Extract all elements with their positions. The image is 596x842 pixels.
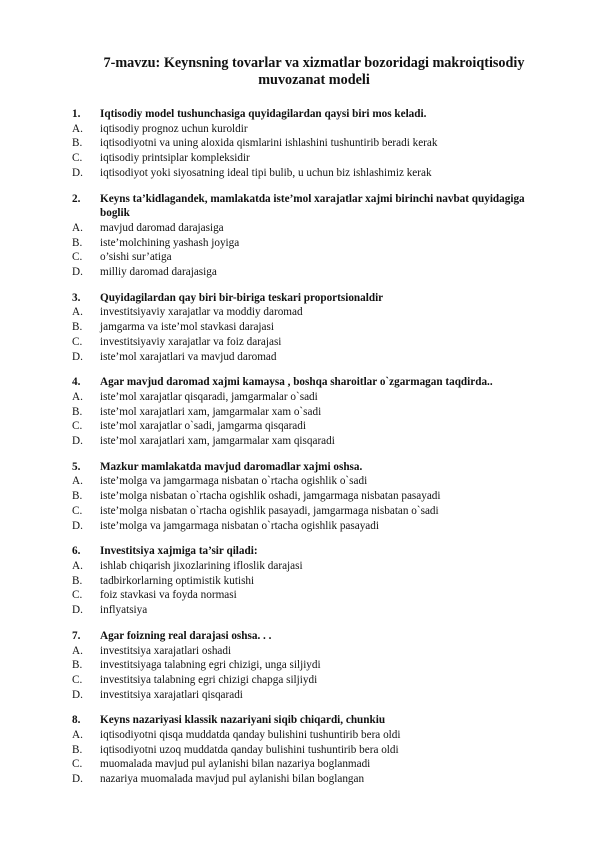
question-list <box>72 107 536 787</box>
question <box>72 291 536 365</box>
question <box>72 544 536 618</box>
option-text: nazariya muomalada mavjud pul aylanishi bilan boglangan <box>100 773 365 786</box>
option-letter: D. <box>72 435 83 448</box>
option-text: iste’mol xarajatlari xam, jamgarmalar xam qisqaradi <box>100 435 335 448</box>
option-text: iste’mol xarajatlari xam, jamgarmalar xam o`sadi <box>100 405 322 418</box>
option-letter: A. <box>72 729 83 742</box>
option-text: mavjud daromad darajasiga <box>100 221 224 234</box>
answer-option <box>72 658 536 673</box>
option-letter: D. <box>72 166 83 179</box>
option-text: iste’mol xarajatlar o`sadi, jamgarma qisqaradi <box>100 420 306 433</box>
question-text: Mazkur mamlakatda mavjud daromadlar xajmi oshsa. <box>100 460 363 473</box>
answer-option <box>72 489 536 504</box>
answer-option <box>72 474 536 489</box>
question <box>72 107 536 181</box>
option-text: iste’molchining yashash joyiga <box>100 236 240 249</box>
answer-option <box>72 519 536 534</box>
answer-option <box>72 221 536 236</box>
answer-option <box>72 250 536 265</box>
question-text: Keyns ta’kidlagandek, mamlakatda iste’mol xarajatlar xajmi birinchi navbat quyidagiga boglik <box>100 192 525 220</box>
option-text: iqtisodiy printsiplar kompleksidir <box>100 152 250 165</box>
answer-option <box>72 757 536 772</box>
answer-option <box>72 136 536 151</box>
answer-option <box>72 673 536 688</box>
answer-option <box>72 728 536 743</box>
question-row <box>72 192 536 221</box>
answer-option <box>72 559 536 574</box>
question <box>72 375 536 449</box>
option-text: iqtisodiyot yoki siyosatning ideal tipi bulib, u uchun biz ishlashimiz kerak <box>100 166 432 179</box>
answer-option <box>72 122 536 137</box>
option-text: iste’mol xarajatlari va mavjud daromad <box>100 350 277 363</box>
option-text: tadbirkorlarning optimistik kutishi <box>100 574 255 587</box>
answer-option <box>72 350 536 365</box>
answer-option <box>72 504 536 519</box>
option-letter: D. <box>72 773 83 786</box>
question-text: Agar mavjud daromad xajmi kamaysa , boshqa sharoitlar o`zgarmagan taqdirda.. <box>100 376 493 389</box>
option-letter: C. <box>72 251 83 264</box>
option-text: iste’molga nisbatan o`rtacha ogishlik oshadi, jamgarmaga nisbatan pasayadi <box>100 490 441 503</box>
question-row <box>72 107 536 122</box>
question-row <box>72 460 536 475</box>
option-letter: C. <box>72 504 83 517</box>
question-number: 8. <box>72 714 81 727</box>
option-letter: C. <box>72 673 83 686</box>
question-row <box>72 544 536 559</box>
option-text: iqtisodiyotni va uning aloxida qismlarini ishlashini tushuntirib beradi kerak <box>100 137 438 150</box>
option-text: investitsiyaviy xarajatlar va moddiy daromad <box>100 306 303 319</box>
option-text: ishlab chiqarish jixozlarining ifloslik darajasi <box>100 559 303 572</box>
question-number: 5. <box>72 460 81 473</box>
option-text: investitsiya xarajatlari oshadi <box>100 644 232 657</box>
answer-option <box>72 390 536 405</box>
option-text: muomalada mavjud pul aylanishi bilan nazariya boglanmadi <box>100 758 371 771</box>
option-letter: A. <box>72 306 83 319</box>
question-text: Iqtisodiy model tushunchasiga quyidagilardan qaysi biri mos keladi. <box>100 108 427 120</box>
answer-option <box>72 772 536 787</box>
answer-option <box>72 603 536 618</box>
option-letter: C. <box>72 420 83 433</box>
answer-option <box>72 236 536 251</box>
question-number: 6. <box>72 545 81 558</box>
option-letter: D. <box>72 350 83 363</box>
option-letter: B. <box>72 405 83 418</box>
question-row <box>72 629 536 644</box>
option-text: investitsiya talabning egri chizigi chapga siljiydi <box>100 673 318 686</box>
answer-option <box>72 405 536 420</box>
answer-option <box>72 166 536 181</box>
question-row <box>72 375 536 390</box>
option-letter: D. <box>72 519 83 532</box>
option-letter: B. <box>72 236 83 249</box>
question-text: Keyns nazariyasi klassik nazariyani siqib chiqardi, chunkiu <box>100 714 386 727</box>
question-number: 7. <box>72 629 81 642</box>
option-letter: A. <box>72 122 83 135</box>
option-letter: B. <box>72 574 83 587</box>
question-text: Agar foizning real darajasi oshsa. . . <box>100 629 272 642</box>
option-letter: B. <box>72 321 83 334</box>
question-number: 1. <box>72 108 81 120</box>
option-text: iqtisodiy prognoz uchun kuroldir <box>100 122 248 135</box>
answer-option <box>72 743 536 758</box>
question-text: Quyidagilardan qay biri bir-biriga teskari proportsionaldir <box>100 291 384 304</box>
answer-option <box>72 151 536 166</box>
option-text: milliy daromad darajasiga <box>100 266 217 279</box>
question-number: 3. <box>72 291 81 304</box>
option-text: iste’molga nisbatan o`rtacha ogishlik pasayadi, jamgarmaga nisbatan o`sadi <box>100 504 439 517</box>
option-letter: D. <box>72 604 83 617</box>
question-number: 2. <box>72 192 81 205</box>
answer-option <box>72 644 536 659</box>
option-letter: C. <box>72 335 83 348</box>
option-letter: B. <box>72 490 83 503</box>
option-letter: C. <box>72 589 83 602</box>
question <box>72 192 536 280</box>
question-row <box>72 713 536 728</box>
option-text: jamgarma va iste’mol stavkasi darajasi <box>100 321 274 334</box>
answer-option <box>72 574 536 589</box>
option-letter: B. <box>72 659 83 672</box>
answer-option <box>72 335 536 350</box>
option-text: iste’mol xarajatlar qisqaradi, jamgarmalar o`sadi <box>100 390 318 403</box>
question-text: Investitsiya xajmiga ta’sir qiladi: <box>100 545 258 558</box>
option-text: investitsiyaviy xarajatlar va foiz darajasi <box>100 335 282 348</box>
option-letter: A. <box>72 559 83 572</box>
option-text: investitsiyaga talabning egri chizigi, unga siljiydi <box>100 659 321 672</box>
answer-option <box>72 588 536 603</box>
option-letter: A. <box>72 475 83 488</box>
option-text: iqtisodiyotni uzoq muddatda qanday bulishini tushuntirib bera oldi <box>100 743 399 756</box>
option-text: investitsiya xarajatlari qisqaradi <box>100 688 243 701</box>
option-text: o’sishi sur’atiga <box>100 251 172 264</box>
answer-option <box>72 434 536 449</box>
page-title: 7-mavzu: Keynsning tovarlar va xizmatlar bozoridagi makroiqtisodiy muvozanat modeli <box>103 55 525 88</box>
option-letter: C. <box>72 152 83 165</box>
option-letter: A. <box>72 644 83 657</box>
option-text: inflyatsiya <box>100 604 148 617</box>
option-letter: D. <box>72 266 83 279</box>
option-letter: B. <box>72 743 83 756</box>
answer-option <box>72 419 536 434</box>
question <box>72 629 536 703</box>
option-letter: A. <box>72 390 83 403</box>
answer-option <box>72 688 536 703</box>
option-text: iste’molga va jamgarmaga nisbatan o`rtacha ogishlik o`sadi <box>100 475 368 488</box>
option-letter: B. <box>72 137 83 150</box>
option-text: iqtisodiyotni qisqa muddatda qanday bulishini tushuntirib bera oldi <box>100 729 401 742</box>
option-letter: C. <box>72 758 83 771</box>
question <box>72 713 536 787</box>
answer-option <box>72 320 536 335</box>
question-number: 4. <box>72 376 81 389</box>
answer-option <box>72 305 536 320</box>
option-letter: A. <box>72 221 83 234</box>
answer-option <box>72 265 536 280</box>
option-letter: D. <box>72 688 83 701</box>
option-text: foiz stavkasi va foyda normasi <box>100 589 237 602</box>
question-row <box>72 291 536 306</box>
question <box>72 460 536 534</box>
option-text: iste’molga va jamgarmaga nisbatan o`rtacha ogishlik pasayadi <box>100 519 379 532</box>
